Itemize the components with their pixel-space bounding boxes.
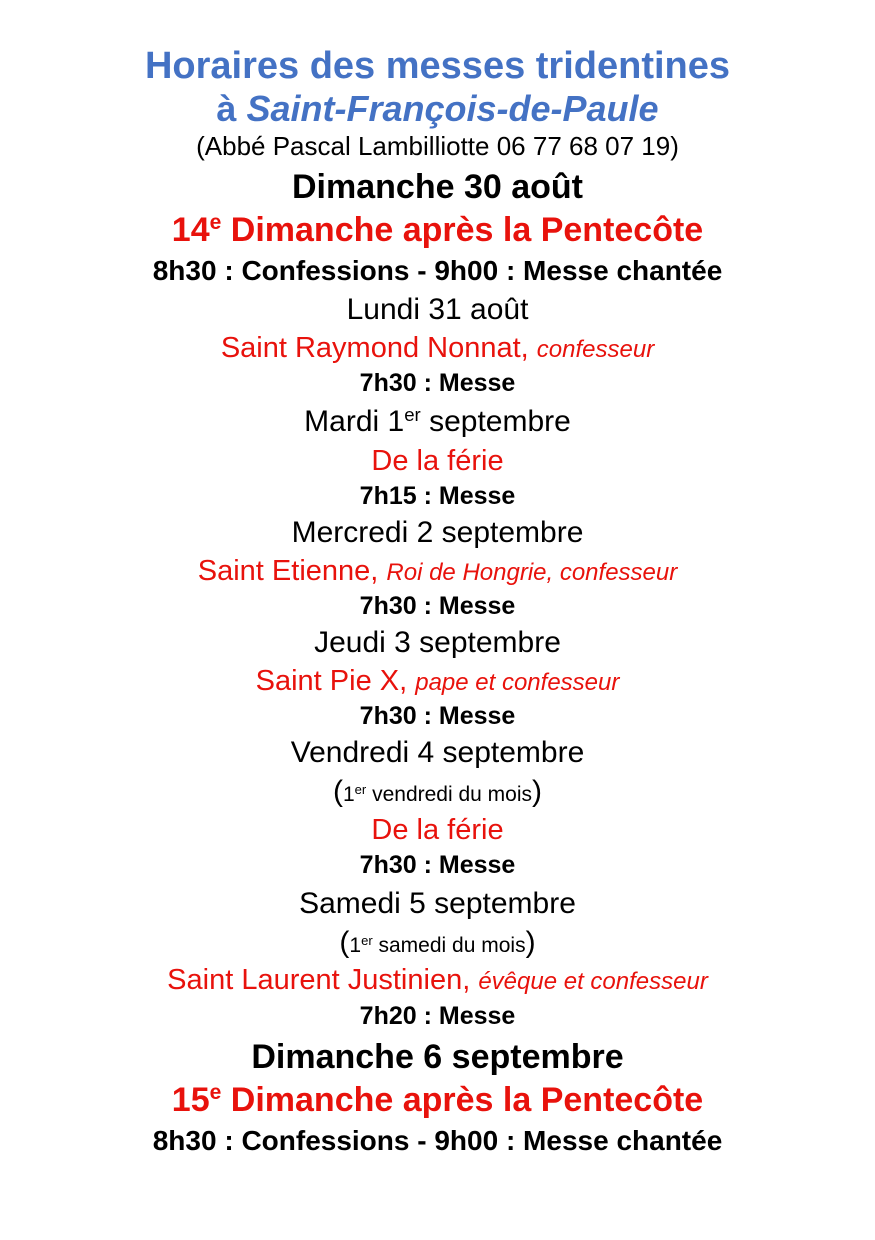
date-ordinal: er [404, 403, 421, 425]
saint-name: Saint Laurent Justinien, [167, 964, 471, 996]
day-date: Samedi 5 septembre [299, 887, 576, 920]
saint-line [0, 557, 875, 586]
schedule-line: 7h30 : Messe [359, 369, 516, 397]
note-suffix: samedi du mois [372, 934, 526, 957]
saint-role: évêque et confesseur [478, 968, 708, 995]
page-title: Horaires des messes tridentines [144, 45, 731, 87]
date-prefix: Mardi 1 [304, 405, 405, 438]
day-date: Mercredi 2 septembre [291, 516, 584, 549]
note-ordinal: er [361, 932, 373, 948]
day-date: Dimanche 6 septembre [251, 1038, 624, 1076]
feast-label: Dimanche après la Pentecôte [221, 211, 704, 249]
feast-ordinal: e [209, 211, 222, 235]
note-suffix: vendredi du mois [366, 783, 533, 806]
note-prefix: 1 [349, 934, 362, 957]
day-note: (1er samedi du mois) [339, 926, 536, 959]
saint-name: Saint Pie X, [255, 665, 408, 697]
day-date: Lundi 31 août [346, 293, 529, 326]
schedule-line: 7h30 : Messe [359, 702, 516, 730]
date-suffix: septembre [420, 405, 571, 438]
saint-role: Roi de Hongrie, confesseur [386, 559, 678, 586]
schedule-line: 7h30 : Messe [359, 851, 516, 879]
schedule-line: 7h20 : Messe [359, 1002, 516, 1030]
feast-title: De la férie [371, 445, 504, 477]
saint-name: Saint Etienne, [197, 555, 379, 587]
feast-title [0, 213, 875, 247]
church-name: Saint-François-de-Paule [246, 88, 659, 129]
feast-number: 14 [171, 211, 210, 249]
note-ordinal: er [354, 781, 367, 797]
feast-ordinal: e [209, 1081, 222, 1105]
day-date [0, 403, 875, 438]
saint-name: Saint Raymond Nonnat, [220, 332, 529, 364]
feast-title: De la férie [371, 814, 504, 846]
feast-number: 15 [171, 1081, 210, 1119]
saint-role: pape et confesseur [415, 669, 620, 696]
schedule-line: 8h30 : Confessions - 9h00 : Messe chantée [152, 255, 723, 286]
feast-label: Dimanche après la Pentecôte [221, 1081, 704, 1119]
schedule-line: 7h15 : Messe [359, 482, 516, 510]
saint-line [0, 966, 875, 995]
saint-role: confesseur [536, 336, 655, 363]
feast-title [0, 1083, 875, 1117]
saint-line [0, 667, 875, 696]
note-prefix: 1 [342, 783, 355, 806]
day-note: (1er vendredi du mois) [332, 775, 543, 808]
subtitle-prefix: à [216, 88, 237, 129]
page-subtitle [0, 88, 875, 129]
day-date: Dimanche 30 août [292, 168, 583, 206]
day-date: Vendredi 4 septembre [290, 736, 585, 769]
schedule-line: 8h30 : Confessions - 9h00 : Messe chantée [152, 1125, 723, 1156]
contact-line: (Abbé Pascal Lambilliotte 06 77 68 07 19) [196, 131, 679, 161]
day-date: Jeudi 3 septembre [314, 626, 561, 659]
schedule-line: 7h30 : Messe [359, 592, 516, 620]
saint-line [0, 334, 875, 363]
